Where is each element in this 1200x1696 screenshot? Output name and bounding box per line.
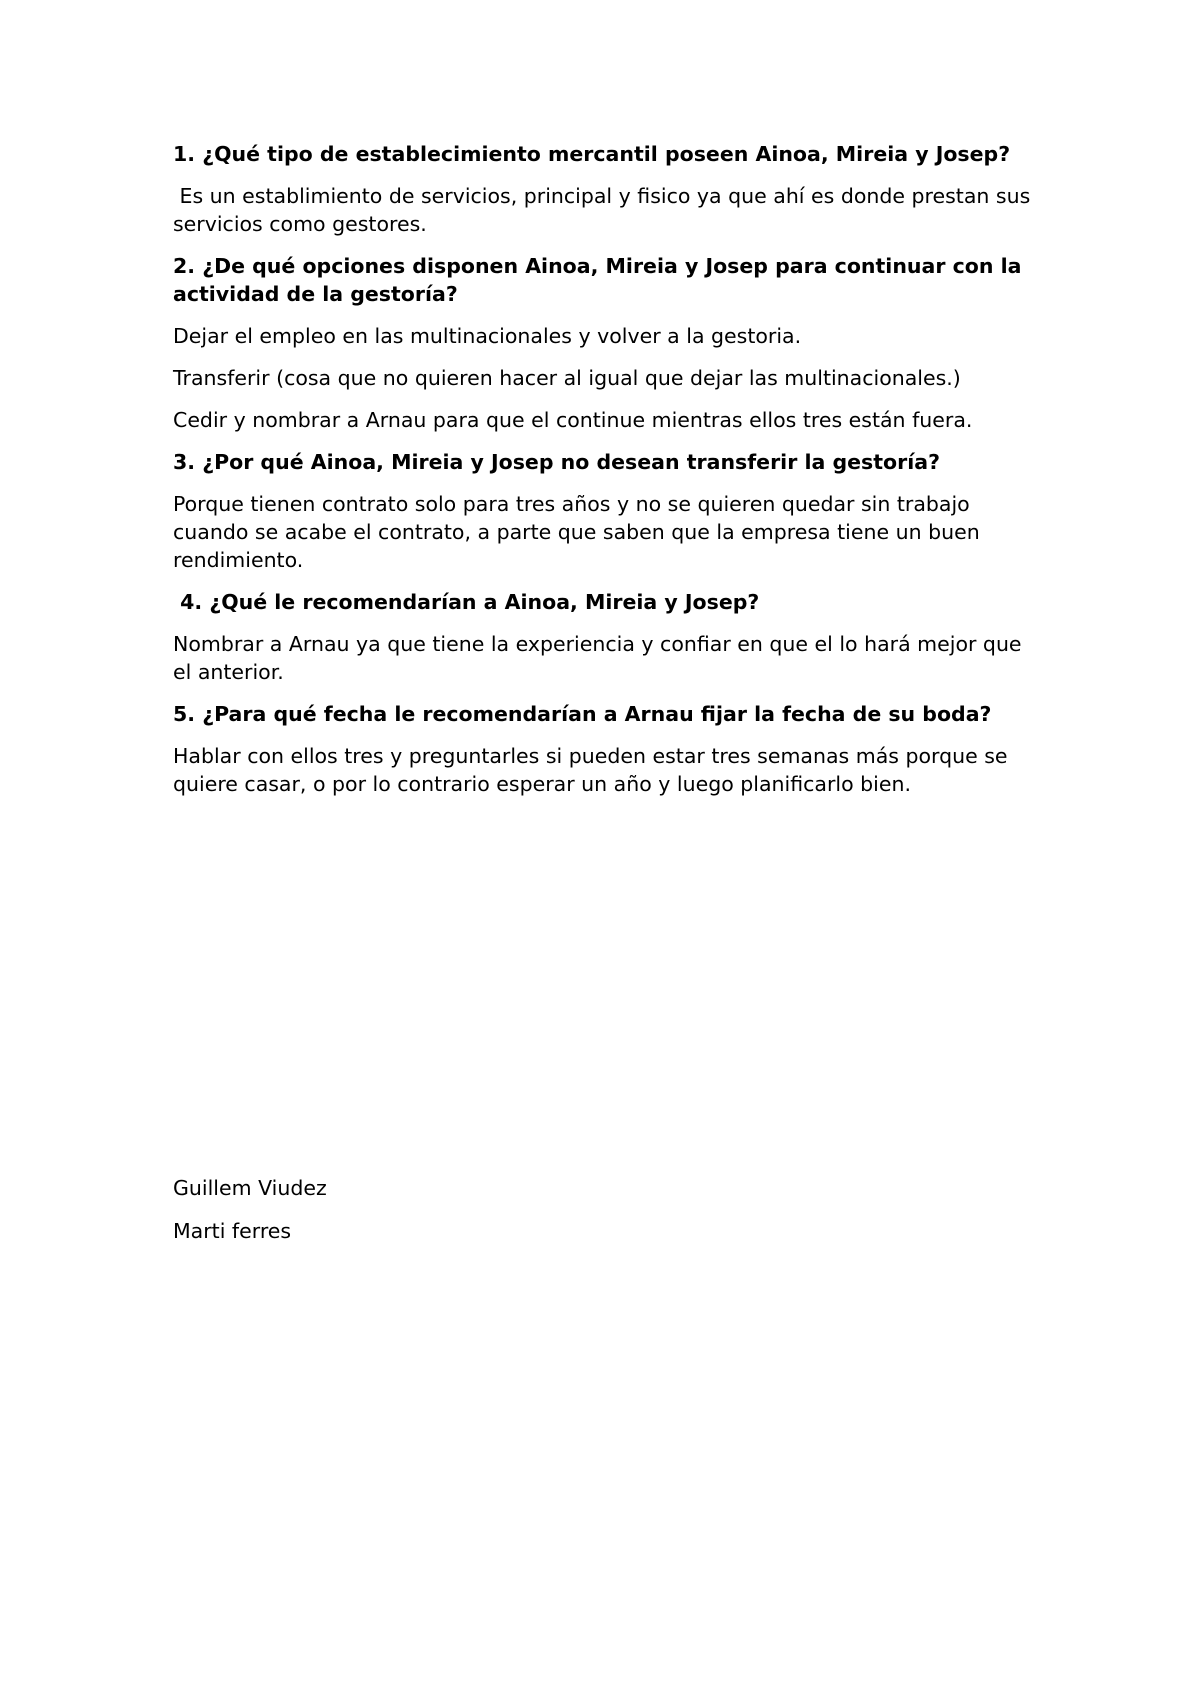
answer-4: Nombrar a Arnau ya que tiene la experiencia y confiar en que el lo hará mejor que el anterior. [173,632,1022,684]
answer-1: Es un establimiento de servicios, principal y fisico ya que ahí es donde prestan sus servicios como gestores. [173,184,1037,236]
question-4: 4. ¿Qué le recomendarían a Ainoa, Mireia y Josep? [173,590,760,614]
question-2: 2. ¿De qué opciones disponen Ainoa, Mireia y Josep para continuar con la actividad de la gestoría? [173,254,1022,306]
answer-5: Hablar con ellos tres y preguntarles si pueden estar tres semanas más porque se quiere casar, o por lo contrario esperar un año y luego planificarlo bien. [173,744,1008,796]
author-name-1: Guillem Viudez [173,1176,327,1200]
answer-3: Porque tienen contrato solo para tres años y no se quieren quedar sin trabajo cuando se acabe el contrato, a parte que saben que la empresa tiene un buen rendimiento. [173,492,980,572]
answer-2-option-3: Cedir y nombrar a Arnau para que el continue mientras ellos tres están fuera. [173,408,973,432]
author-name-2: Marti ferres [173,1219,292,1243]
question-1: 1. ¿Qué tipo de establecimiento mercantil poseen Ainoa, Mireia y Josep? [173,142,1011,166]
answer-2-option-1: Dejar el empleo en las multinacionales y volver a la gestoria. [173,324,802,348]
author-signatures [173,1174,1043,1260]
document-body [173,140,1043,812]
question-3: 3. ¿Por qué Ainoa, Mireia y Josep no desean transferir la gestoría? [173,450,940,474]
answer-2-option-2: Transferir (cosa que no quieren hacer al igual que dejar las multinacionales.) [173,366,961,390]
question-5: 5. ¿Para qué fecha le recomendarían a Arnau fijar la fecha de su boda? [173,702,992,726]
